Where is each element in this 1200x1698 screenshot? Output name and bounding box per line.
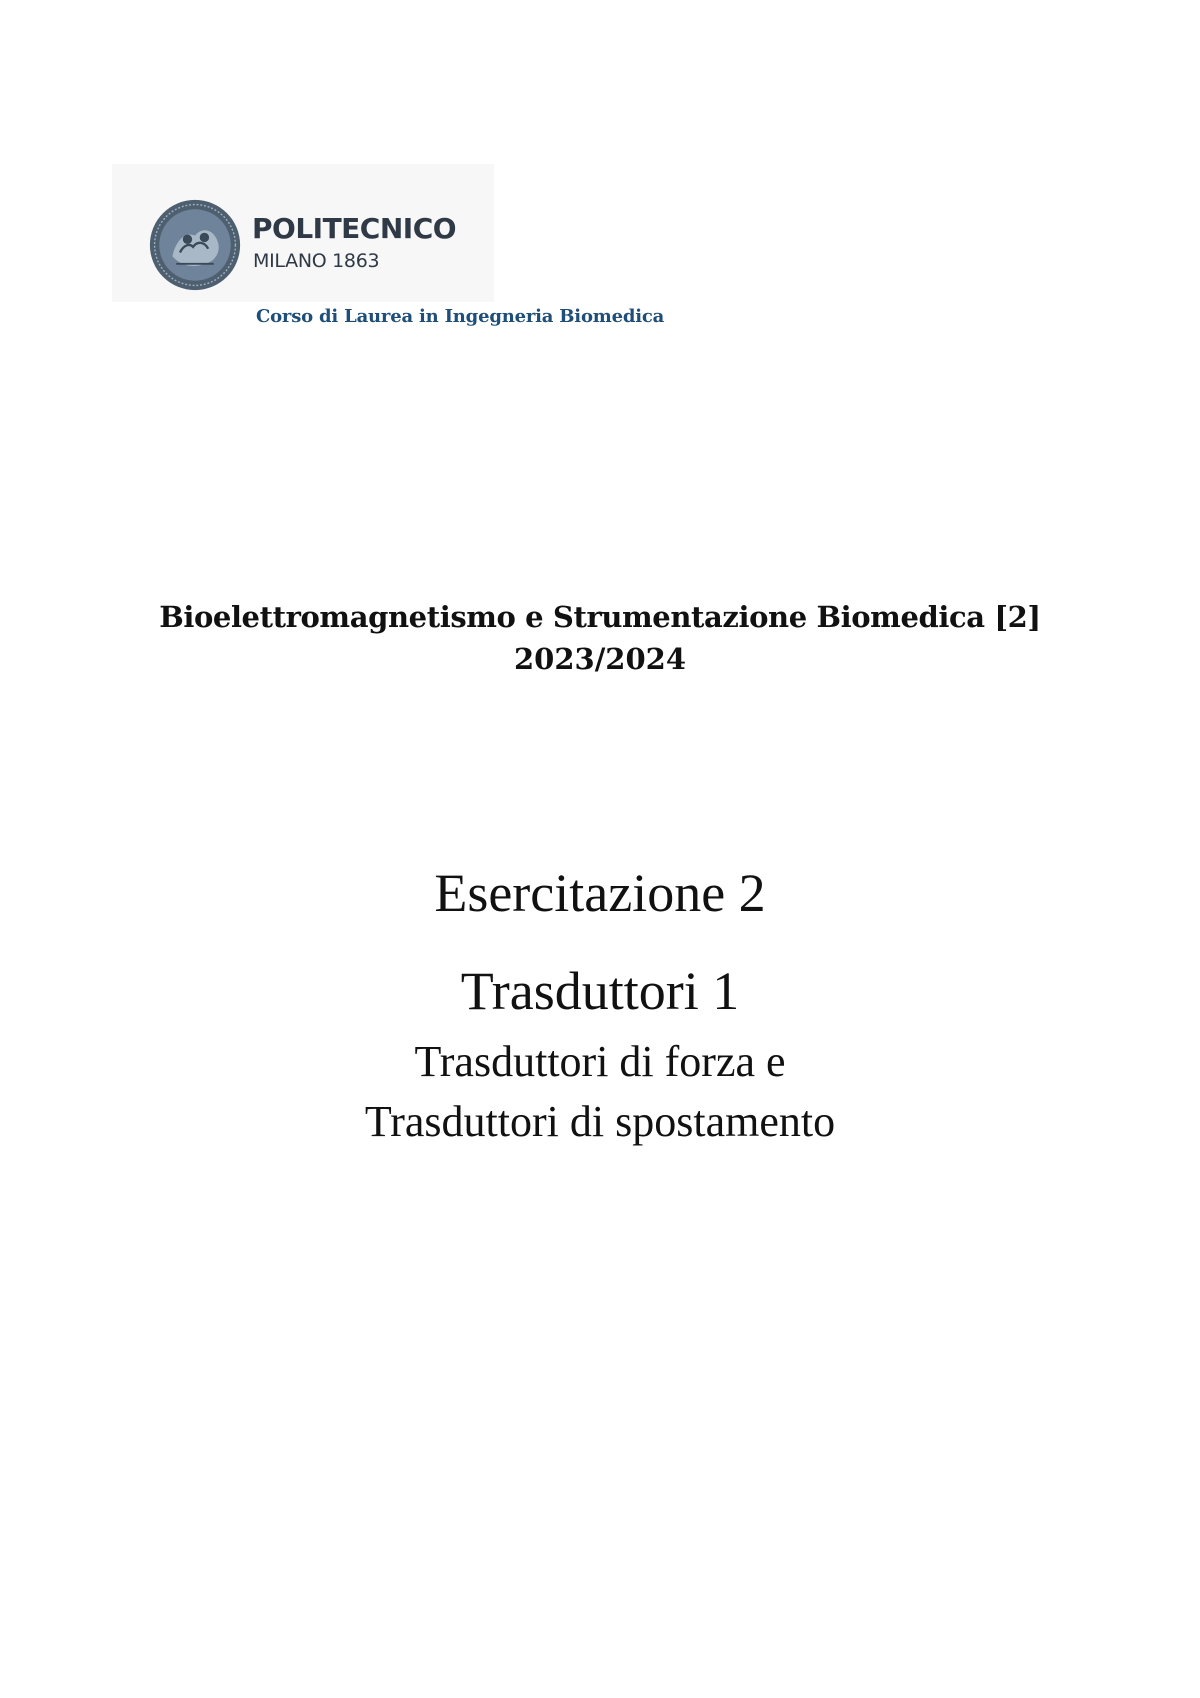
university-seal-icon: [148, 198, 242, 292]
subtopic-line-1: Trasduttori di forza e: [414, 1037, 786, 1086]
academic-year: 2023/2024: [513, 642, 687, 676]
course-label: Corso di Laurea in Ingegneria Biomedica: [256, 306, 665, 327]
topic-title: Trasduttori 1: [460, 961, 740, 1021]
subtopic-line-2: Trasduttori di spostamento: [364, 1097, 836, 1146]
subject-title: Bioelettromagnetismo e Strumentazione Biomedica [2]: [159, 600, 1041, 634]
logo-subtitle: MILANO 1863: [253, 250, 380, 272]
logo-name: POLITECNICO: [252, 212, 457, 245]
exercise-title: Esercitazione 2: [434, 863, 766, 923]
university-logo: [112, 164, 494, 302]
